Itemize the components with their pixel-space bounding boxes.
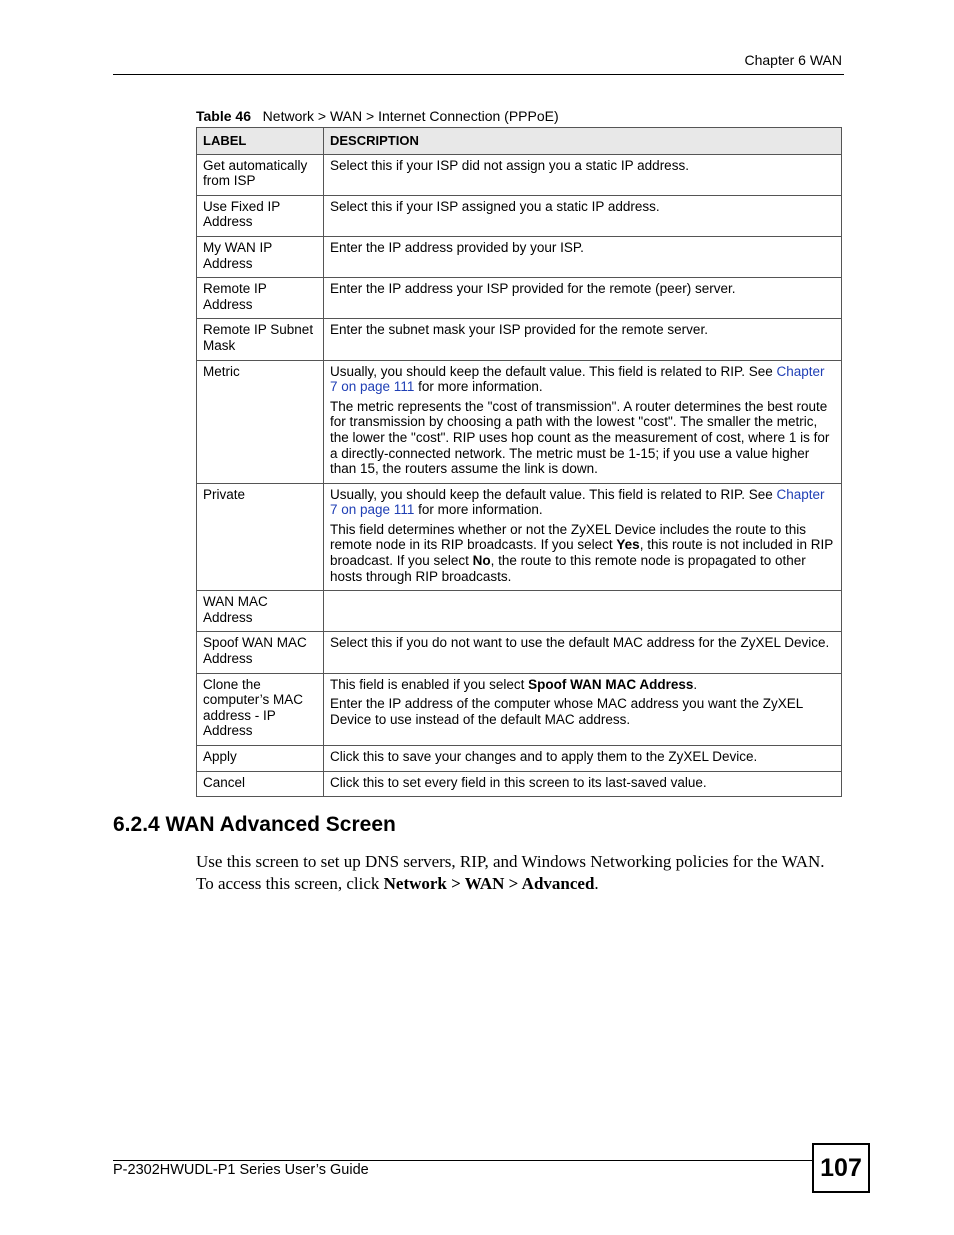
table-row — [197, 771, 842, 797]
private-paragraph-1 — [330, 487, 835, 518]
row-label: Apply — [197, 746, 324, 772]
menu-path: Network > WAN > Advanced — [383, 873, 595, 893]
table-row — [197, 673, 842, 745]
row-description — [324, 483, 842, 591]
row-description: Select this if you do not want to use the default MAC address for the ZyXEL Device. — [324, 632, 842, 673]
metric-text: for more information. — [414, 379, 543, 395]
spoof-term: Spoof WAN MAC Address — [528, 676, 694, 692]
table-row — [197, 632, 842, 673]
row-description: Select this if your ISP assigned you a static IP address. — [324, 195, 842, 236]
row-label: Remote IP Subnet Mask — [197, 319, 324, 360]
row-description: Enter the subnet mask your ISP provided for the remote server. — [324, 319, 842, 360]
row-label: Remote IP Address — [197, 278, 324, 319]
table-row — [197, 278, 842, 319]
clone-text: . — [693, 676, 698, 692]
section-paragraph — [196, 851, 846, 894]
row-label: Clone the computer’s MAC address - IP Address — [197, 673, 324, 745]
page-number: 107 — [812, 1143, 870, 1193]
table-row — [197, 360, 842, 483]
clone-text: This field is enabled if you select — [330, 676, 529, 692]
chapter-7-link[interactable]: Chapter 7 on page 111 — [330, 363, 825, 395]
row-description: Enter the IP address your ISP provided for the remote (peer) server. — [324, 278, 842, 319]
private-text: This field determines whether or not the ZyXEL Device includes the route to this remote node in its RIP broadcasts. If you select — [330, 521, 806, 553]
table-row — [197, 195, 842, 236]
table-row — [197, 483, 842, 591]
chapter-header: Chapter 6 WAN — [744, 52, 842, 68]
row-description: Select this if your ISP did not assign you a static IP address. — [324, 154, 842, 195]
row-label: Private — [197, 483, 324, 591]
row-description — [324, 591, 842, 632]
table-row — [197, 154, 842, 195]
paragraph-text: Use this screen to set up DNS servers, RIP, and Windows Networking policies for the WAN. To access this screen, click — [196, 852, 825, 893]
metric-paragraph-2: The metric represents the "cost of transmission". A router determines the best route for transmission by choosing a path with the lowest "cost". The smaller the metric, the lower the "cost". RIP uses hop count as the measurement of cost, where 1 is for a directly-connected network. The metric must be 1-15; if you use a value higher than 15, the routers assume the link is down. — [330, 398, 830, 477]
description-table — [196, 127, 842, 797]
row-label: Spoof WAN MAC Address — [197, 632, 324, 673]
row-label: Get automatically from ISP — [197, 154, 324, 195]
table-caption — [196, 108, 559, 124]
private-text: Usually, you should keep the default value. This field is related to RIP. See — [330, 486, 777, 502]
private-paragraph-2 — [330, 522, 835, 584]
guide-title: P-2302HWUDL-P1 Series User’s Guide — [113, 1162, 369, 1178]
private-text: for more information. — [414, 502, 543, 518]
row-description: Enter the IP address provided by your ISP. — [324, 236, 842, 277]
table-row — [197, 319, 842, 360]
private-text: , the route to this remote node is propagated to other hosts through RIP broadcasts. — [330, 553, 806, 584]
private-text: , this route is not included in RIP broadcast. If you select — [330, 537, 834, 569]
header-rule — [113, 74, 844, 75]
table-number: Table 46 — [196, 108, 251, 124]
chapter-7-link[interactable]: Chapter 7 on page 111 — [330, 486, 825, 518]
table-title: Network > WAN > Internet Connection (PPPoE) — [262, 108, 559, 124]
row-description: Click this to set every field in this screen to its last-saved value. — [324, 771, 842, 797]
row-description — [324, 360, 842, 483]
section-heading: 6.2.4 WAN Advanced Screen — [113, 813, 396, 836]
table-header-row — [197, 128, 842, 155]
table-row — [197, 591, 842, 632]
row-label: Use Fixed IP Address — [197, 195, 324, 236]
row-description — [324, 673, 842, 745]
no-term: No — [472, 553, 491, 569]
yes-term: Yes — [616, 537, 640, 553]
clone-paragraph-2: Enter the IP address of the computer whose MAC address you want the ZyXEL Device to use instead of the default MAC address. — [330, 696, 803, 727]
row-label: Metric — [197, 360, 324, 483]
row-label: Cancel — [197, 771, 324, 797]
paragraph-text: . — [594, 873, 599, 893]
row-description: Click this to save your changes and to apply them to the ZyXEL Device. — [324, 746, 842, 772]
table-row — [197, 236, 842, 277]
footer-rule — [113, 1160, 813, 1161]
column-header-label: LABEL — [197, 128, 324, 155]
row-label: My WAN IP Address — [197, 236, 324, 277]
column-header-description: DESCRIPTION — [324, 128, 842, 155]
clone-paragraph-1 — [330, 677, 835, 693]
metric-paragraph-1 — [330, 364, 835, 395]
table-row — [197, 746, 842, 772]
metric-text: Usually, you should keep the default value. This field is related to RIP. See — [330, 363, 777, 379]
row-label: WAN MAC Address — [197, 591, 324, 632]
